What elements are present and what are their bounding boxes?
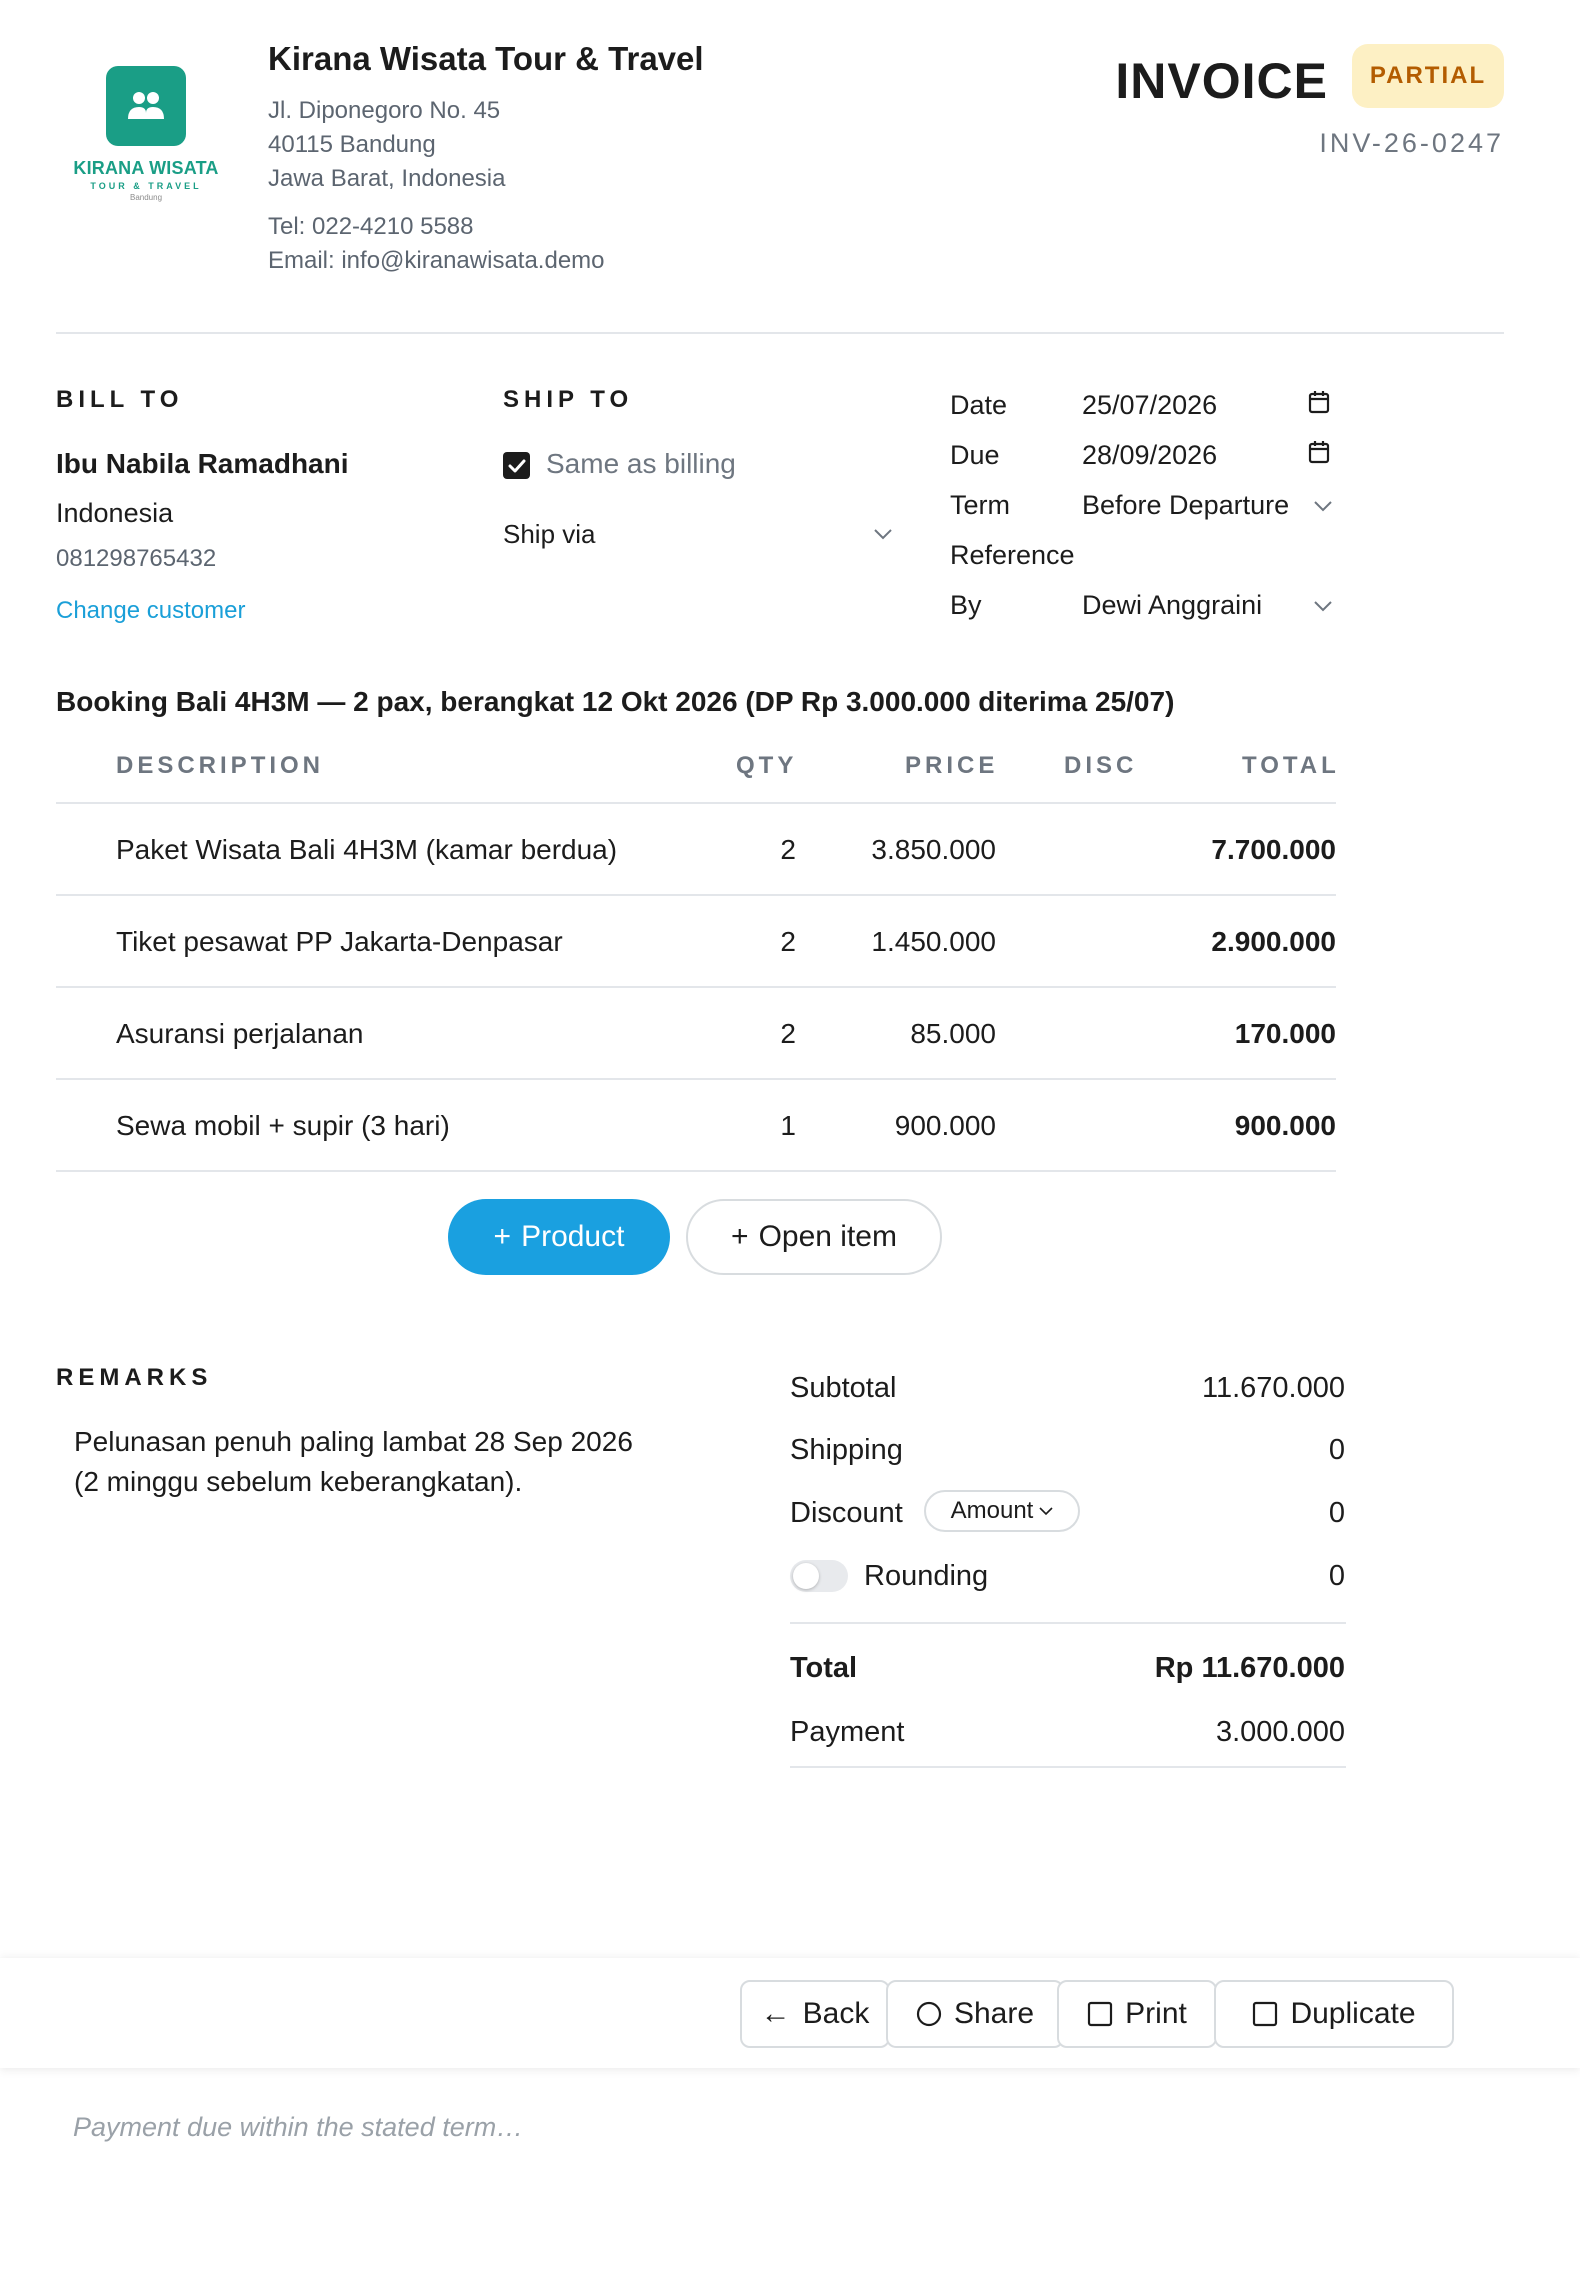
- remarks-label: REMARKS: [56, 1364, 213, 1391]
- payment-divider: [790, 1766, 1346, 1768]
- discount-value[interactable]: 0: [1328, 1497, 1345, 1529]
- remarks-line1: Pelunasan penuh paling lambat 28 Sep 2026: [74, 1426, 633, 1457]
- item-qty[interactable]: 2: [780, 834, 796, 865]
- column-header-total: TOTAL: [1242, 752, 1340, 779]
- item-price[interactable]: 900.000: [894, 1110, 996, 1141]
- subtotal-value: 11.670.000: [1202, 1372, 1345, 1404]
- same-as-billing-label: Same as billing: [546, 448, 736, 479]
- header-divider: [56, 332, 1504, 334]
- footer-note: Payment due within the stated term…: [73, 2112, 524, 2142]
- row-divider: [56, 986, 1336, 988]
- discount-type-select[interactable]: [924, 1490, 1080, 1532]
- column-header-qty: QTY: [736, 752, 798, 779]
- company-phone: Tel: 022-4210 5588: [268, 213, 474, 240]
- item-description[interactable]: Asuransi perjalanan: [116, 1018, 364, 1049]
- company-address-line3: Jawa Barat, Indonesia: [268, 165, 506, 192]
- plus-icon: +: [731, 1220, 749, 1253]
- toggle-knob: [793, 1563, 819, 1589]
- row-divider: [56, 894, 1336, 896]
- chevron-down-icon[interactable]: [1313, 500, 1333, 512]
- remarks-line2: (2 minggu sebelum keberangkatan).: [74, 1466, 523, 1497]
- change-customer-link[interactable]: Change customer: [56, 597, 246, 624]
- chevron-down-icon: [873, 528, 893, 540]
- plus-icon: +: [493, 1220, 512, 1253]
- invoice-title: INVOICE: [1115, 53, 1328, 109]
- item-price[interactable]: 1.450.000: [871, 926, 996, 957]
- share-button[interactable]: [886, 1980, 1064, 2048]
- rounding-value: 0: [1328, 1560, 1345, 1592]
- due-label: Due: [950, 440, 1000, 470]
- item-description[interactable]: Sewa mobil + supir (3 hari): [116, 1110, 450, 1141]
- table-header-divider: [56, 802, 1336, 804]
- company-address-line1: Jl. Diponegoro No. 45: [268, 97, 501, 124]
- bill-to-label: BILL TO: [56, 386, 184, 413]
- item-qty[interactable]: 1: [780, 1110, 796, 1141]
- salesperson-select[interactable]: Dewi Anggraini: [1082, 590, 1263, 620]
- square-icon: [1252, 2001, 1278, 2027]
- circle-icon: [916, 2001, 942, 2027]
- company-name: Kirana Wisata Tour & Travel: [268, 40, 704, 77]
- logo-subtitle: TOUR & TRAVEL: [90, 181, 202, 191]
- date-label: Date: [950, 390, 1008, 420]
- chevron-down-icon: [1039, 1507, 1053, 1516]
- print-button[interactable]: [1057, 1980, 1217, 2048]
- totals-divider: [790, 1622, 1346, 1624]
- add-product-label: Product: [521, 1220, 625, 1253]
- row-divider: [56, 1078, 1336, 1080]
- shipping-value[interactable]: 0: [1328, 1434, 1345, 1466]
- term-label: Term: [950, 490, 1010, 520]
- row-divider: [56, 1170, 1336, 1172]
- remarks-textarea[interactable]: [74, 1422, 633, 1502]
- same-as-billing-checkbox[interactable]: [503, 452, 530, 479]
- invoice-number[interactable]: INV-26-0247: [1319, 128, 1504, 158]
- company-info: [268, 40, 704, 278]
- item-qty[interactable]: 2: [780, 1018, 796, 1049]
- ship-via-placeholder: Ship via: [503, 518, 596, 549]
- booking-title[interactable]: Booking Bali 4H3M — 2 pax, berangkat 12 Okt 2026 (DP Rp 3.000.000 diterima 25/07): [56, 686, 1175, 717]
- shipping-label: Shipping: [790, 1434, 903, 1466]
- item-total: 2.900.000: [1211, 926, 1336, 957]
- payment-value[interactable]: 3.000.000: [1215, 1716, 1345, 1748]
- item-price[interactable]: 3.850.000: [871, 834, 996, 865]
- payment-label: Payment: [790, 1716, 905, 1748]
- customer-name: Ibu Nabila Ramadhani: [56, 448, 349, 479]
- ship-via-select[interactable]: [503, 516, 893, 552]
- calendar-icon[interactable]: [1308, 390, 1330, 414]
- customer-country: Indonesia: [56, 498, 174, 528]
- reference-label: Reference: [950, 540, 1075, 570]
- rounding-toggle[interactable]: [790, 1560, 848, 1592]
- add-open-item-button[interactable]: [686, 1199, 942, 1275]
- item-total: 170.000: [1234, 1018, 1336, 1049]
- due-date-field[interactable]: 28/09/2026: [1082, 440, 1218, 470]
- item-total: 7.700.000: [1211, 834, 1336, 865]
- company-logo: [56, 66, 236, 202]
- add-product-button[interactable]: [448, 1199, 670, 1275]
- company-email: Email: info@kiranawisata.demo: [268, 247, 605, 274]
- customer-phone: 081298765432: [56, 545, 217, 572]
- column-header-disc: DISC: [1064, 752, 1138, 779]
- square-icon: [1087, 2001, 1113, 2027]
- item-qty[interactable]: 2: [780, 926, 796, 957]
- discount-label: Discount: [790, 1497, 903, 1529]
- duplicate-button[interactable]: [1214, 1980, 1454, 2048]
- back-label: Back: [802, 1997, 870, 2030]
- item-total: 900.000: [1234, 1110, 1336, 1141]
- by-label: By: [950, 590, 982, 620]
- check-icon: [508, 459, 526, 473]
- discount-type-value: Amount: [950, 1497, 1034, 1524]
- total-value: Rp 11.670.000: [1154, 1652, 1345, 1684]
- logo-city: Bandung: [129, 193, 163, 202]
- item-price[interactable]: 85.000: [910, 1018, 996, 1049]
- column-header-description: DESCRIPTION: [116, 752, 325, 779]
- total-label: Total: [790, 1652, 858, 1684]
- logo-name: KIRANA WISATA: [73, 158, 219, 178]
- ship-to-label: SHIP TO: [503, 386, 634, 413]
- back-button[interactable]: [740, 1980, 890, 2048]
- column-header-price: PRICE: [905, 752, 999, 779]
- date-field[interactable]: 25/07/2026: [1082, 390, 1218, 420]
- share-label: Share: [953, 1997, 1035, 2030]
- subtotal-label: Subtotal: [790, 1372, 897, 1404]
- term-select[interactable]: Before Departure: [1082, 490, 1290, 520]
- status-badge: PARTIAL: [1352, 44, 1504, 108]
- print-label: Print: [1125, 1997, 1187, 2030]
- add-open-item-label: Open item: [758, 1220, 897, 1253]
- company-address-line2: 40115 Bandung: [268, 131, 436, 158]
- item-description[interactable]: Tiket pesawat PP Jakarta-Denpasar: [116, 926, 563, 957]
- arrow-left-icon: ←: [760, 1997, 791, 2030]
- people-icon: [106, 66, 186, 146]
- chevron-down-icon[interactable]: [1313, 600, 1333, 612]
- calendar-icon[interactable]: [1308, 440, 1330, 464]
- duplicate-label: Duplicate: [1290, 1997, 1416, 2030]
- rounding-label: Rounding: [864, 1560, 989, 1592]
- item-description[interactable]: Paket Wisata Bali 4H3M (kamar berdua): [116, 834, 618, 865]
